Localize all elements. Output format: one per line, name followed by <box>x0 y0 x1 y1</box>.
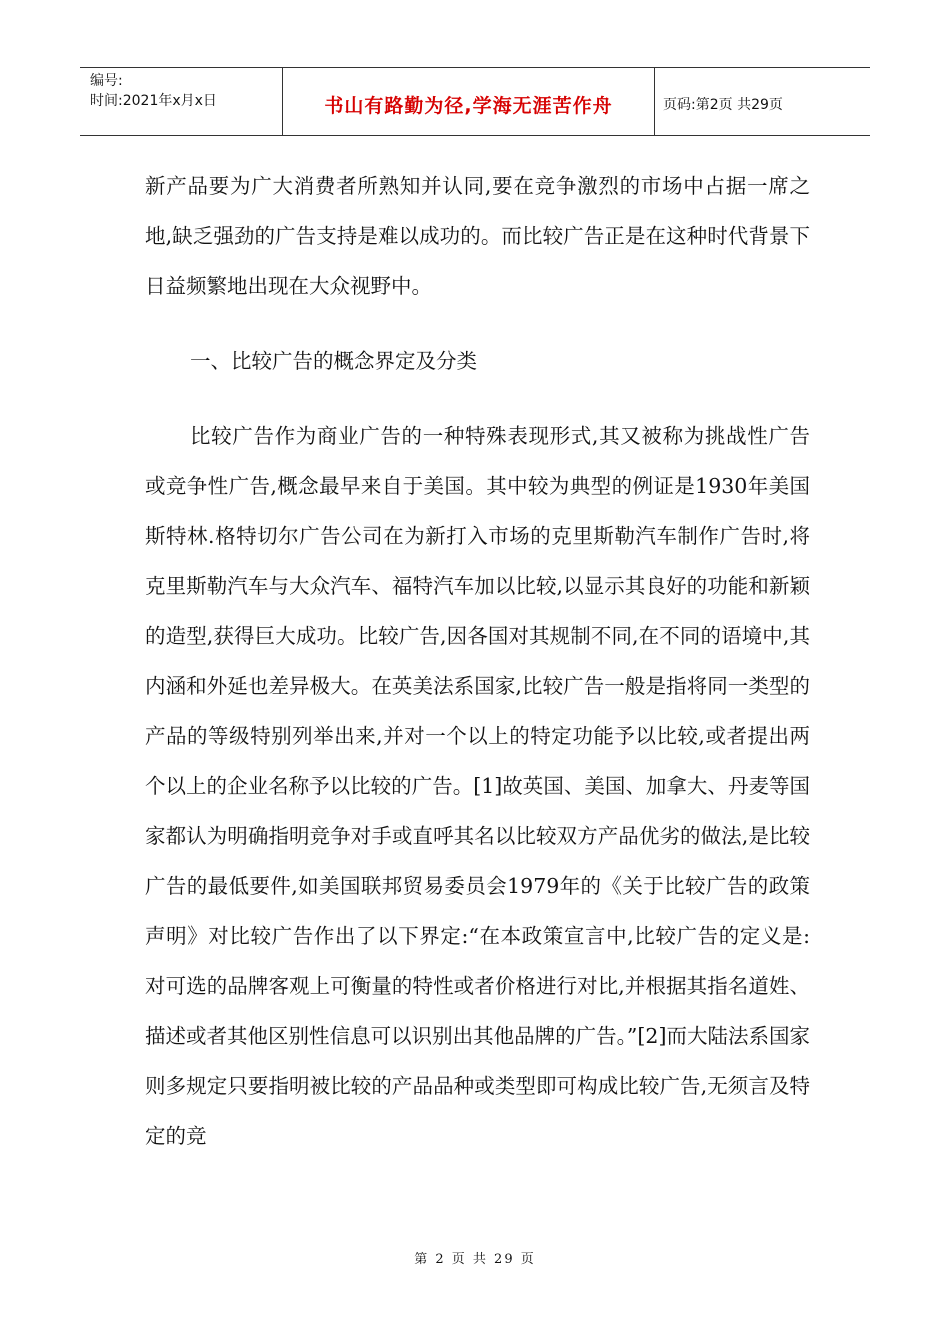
header-motto: 书山有路勤为径,学海无涯苦作舟 <box>324 95 613 117</box>
paragraph-gap <box>145 311 810 336</box>
header-meta-cell <box>80 68 283 135</box>
header-page-info: 页码:第2页 共29页 <box>663 97 783 113</box>
document-number-label: 编号: <box>90 73 123 89</box>
document-time-label: 时间:2021年x月x日 <box>90 93 217 109</box>
body-paragraph: 比较广告作为商业广告的一种特殊表现形式,其又被称为挑战性广告或竞争性广告,概念最早来自于美国。其中较为典型的例证是1930年美国斯特林.格特切尔广告公司在为新打入市场的克里斯勒汽车制作广告时,将克里斯勒汽车与大众汽车、福特汽车加以比较,以显示其良好的功能和新颖的造型,获得巨大成功。比较广告,因各国对其规制不同,在不同的语境中,其内涵和外延也差异极大。在英美法系国家,比较广告一般是指将同一类型的产品的等级特别列举出来,并对一个以上的特定功能予以比较,或者提出两个以上的企业名称予以比较的广告。[1]故英国、美国、加拿大、丹麦等国家都认为明确指明竞争对手或直呼其名以比较双方产品优劣的做法,是比较广告的最低要件,如美国联邦贸易委员会1979年的《关于比较广告的政策声明》对比较广告作出了以下界定:“在本政策宣言中,比较广告的定义是:对可选的品牌客观上可衡量的特性或者价格进行对比,并根据其指名道姓、描述或者其他区别性信息可以识别出其他品牌的广告。”[2]而大陆法系国家则多规定只要指明被比较的产品品种或类型即可构成比较广告,无须言及特定的竞 <box>145 424 810 1148</box>
header-motto-cell <box>283 68 655 135</box>
page-footer: 第 2 页 共 29 页 <box>414 1252 536 1267</box>
document-body <box>145 161 810 1161</box>
body-paragraph: 新产品要为广大消费者所熟知并认同,要在竞争激烈的市场中占据一席之地,缺乏强劲的广告支持是难以成功的。而比较广告正是在这种时代背景下日益频繁地出现在大众视野中。 <box>145 174 810 298</box>
header-page-cell <box>655 68 870 135</box>
paragraph-gap <box>145 386 810 411</box>
section-heading: 一、比较广告的概念界定及分类 <box>190 349 477 373</box>
document-header <box>80 67 870 136</box>
